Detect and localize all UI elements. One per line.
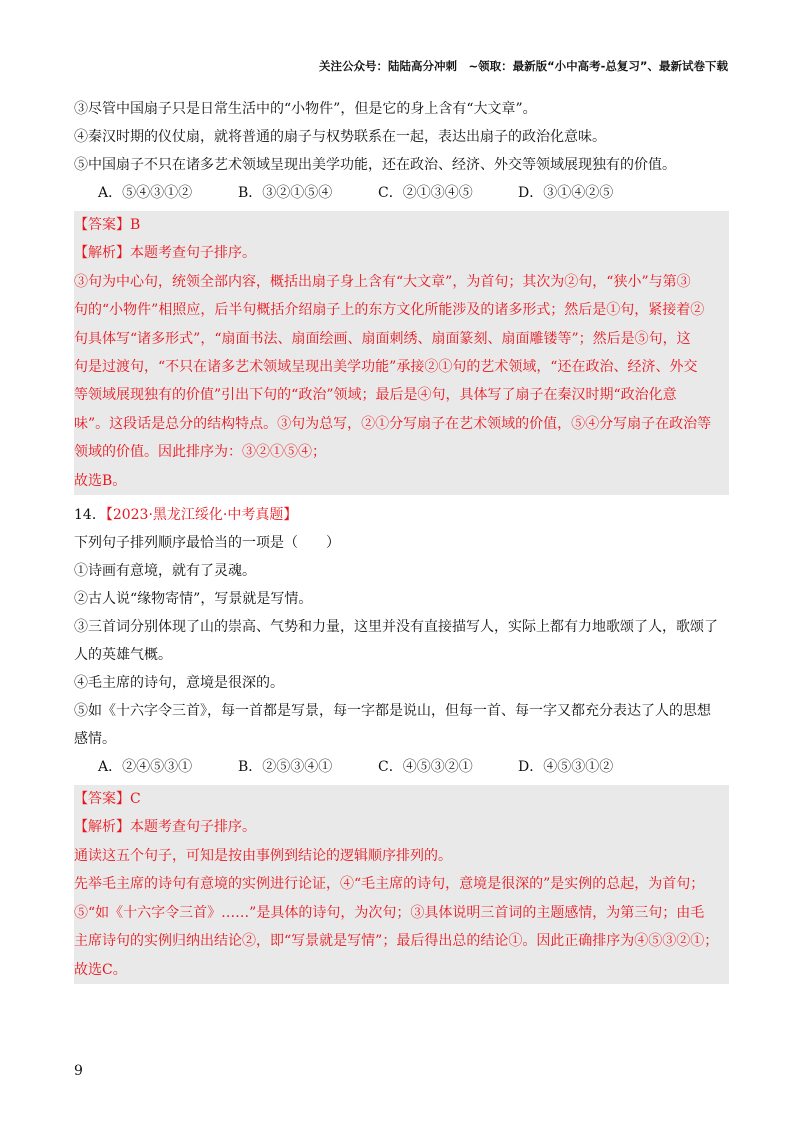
q14-sentence-3-cont: 人的英雄气概。 (74, 647, 172, 664)
q14-number: 14． (74, 507, 106, 524)
q14-sentence-5-cont: 感情。 (74, 731, 116, 748)
q14-answer-box (74, 785, 729, 984)
q14-analysis-line: 主席诗句的实例归纳出结论②，即“写景就是写情”；最后得出总的结论①。因此正确排序为④⑤③②①； (74, 933, 719, 950)
q13-sentence-3: ③尽管中国扇子只是日常生活中的“小物件”，但是它的身上含有“大文章”。 (74, 101, 537, 117)
q14-options (74, 753, 729, 781)
q14-sentences (74, 557, 729, 753)
q13-sentences (74, 95, 729, 179)
q14-analysis-line: ⑤“如《十六字令三首》……”是具体的诗句，为次句；③具体说明三首词的主题感情，为第三句；由毛 (74, 904, 705, 921)
q14-sentence-3: ③三首词分别体现了山的崇高、气势和力量，这里并没有直接描写人，实际上都有力地歌颂了人，歌颂了 (74, 619, 718, 636)
q14-stem: 下列句子排列顺序最恰当的一项是（ ） (74, 535, 340, 552)
q14-conclusion: 故选C。 (74, 961, 127, 978)
q14-option-a: A．②④⑤③① (98, 759, 193, 776)
q13-sentence-4: ④秦汉时期的仪仗扇，就将普通的扇子与权势联系在一起，表达出扇子的政治化意味。 (74, 129, 606, 145)
q14-answer: 【答案】C (74, 791, 141, 808)
page-header: 关注公众号：陆陆高分冲刺 ~领取：最新版“小中高考-总复习”、最新试卷下载 (318, 59, 728, 73)
page-number: 9 (74, 1063, 83, 1079)
q14-option-b: B．②⑤③④① (238, 759, 333, 776)
q14-analysis-line: 通读这五个句子，可知是按由事例到结论的逻辑顺序排列的。 (74, 847, 452, 864)
q14-analysis-line: 先举毛主席的诗句有意境的实例进行论证，④“毛主席的诗句，意境是很深的”是实例的总起，为首句； (74, 876, 705, 893)
q13-analysis-line: ③句为中心句，统领全部内容，概括出扇子身上含有“大文章”，为首句；其次为②句，“狭小”与第③ (74, 273, 691, 290)
q13-option-d: D．③①④②⑤ (518, 185, 614, 201)
q14-sentence-4: ④毛主席的诗句，意境是很深的。 (74, 675, 284, 692)
q13-answer: 【答案】B (74, 217, 141, 233)
page-content (74, 95, 729, 990)
q13-analysis-line: 等领域展现独有的价值”引出下句的“政治”领域；最后是④句，具体写了扇子在秦汉时期“政治化意 (74, 387, 677, 404)
q14-title (74, 501, 729, 529)
q14-option-c: C．④⑤③②① (378, 759, 473, 776)
q13-sentence-5: ⑤中国扇子不只在诸多艺术领域呈现出美学功能，还在政治、经济、外交等领域展现独有的价值。 (74, 157, 676, 173)
q13-options (74, 179, 729, 207)
q13-analysis-title: 【解析】本题考查句子排序。 (74, 245, 256, 262)
q13-option-b: B．③②①⑤④ (238, 185, 333, 201)
q14-sentence-2: ②古人说“缘物寄情”，写景就是写情。 (74, 591, 313, 608)
q14-sentence-1: ①诗画有意境，就有了灵魂。 (74, 563, 256, 580)
q13-analysis-line: 句具体写“诸多形式”，“扇面书法、扇面绘画、扇面刺绣、扇面篆刻、扇面雕镂等”；然后是⑤句，这 (74, 330, 691, 347)
q13-option-c: C．②①③④⑤ (378, 185, 473, 201)
q14-sentence-5: ⑤如《十六字令三首》，每一首都是写景，每一字都是说山，但每一首、每一字又都充分表达了人的思想 (74, 703, 711, 720)
q13-answer-box (74, 211, 729, 495)
q13-analysis-line: 领域的价值。因此排序为：③②①⑤④； (74, 444, 326, 461)
q14-source: 【2023·黑龙江绥化·中考真题】 (105, 507, 298, 524)
q13-analysis-line: 句是过渡句，“不只在诸多艺术领域呈现出美学功能”承接②①句的艺术领域，“还在政治、经济、外交 (74, 359, 698, 376)
q13-option-a: A．⑤④③①② (98, 185, 193, 201)
q13-analysis-line: 句的“小物件”相照应，后半句概括介绍扇子上的东方文化所能涉及的诸多形式；然后是①句，紧接着② (74, 302, 705, 319)
q14-option-d: D．④⑤③①② (518, 759, 614, 776)
q13-conclusion: 故选B。 (74, 472, 127, 489)
q14-analysis-title: 【解析】本题考查句子排序。 (74, 819, 256, 836)
q13-analysis-line: 味”。这段话是总分的结构特点。③句为总写，②①分写扇子在艺术领域的价值，⑤④分写扇子在政治等 (74, 415, 712, 432)
